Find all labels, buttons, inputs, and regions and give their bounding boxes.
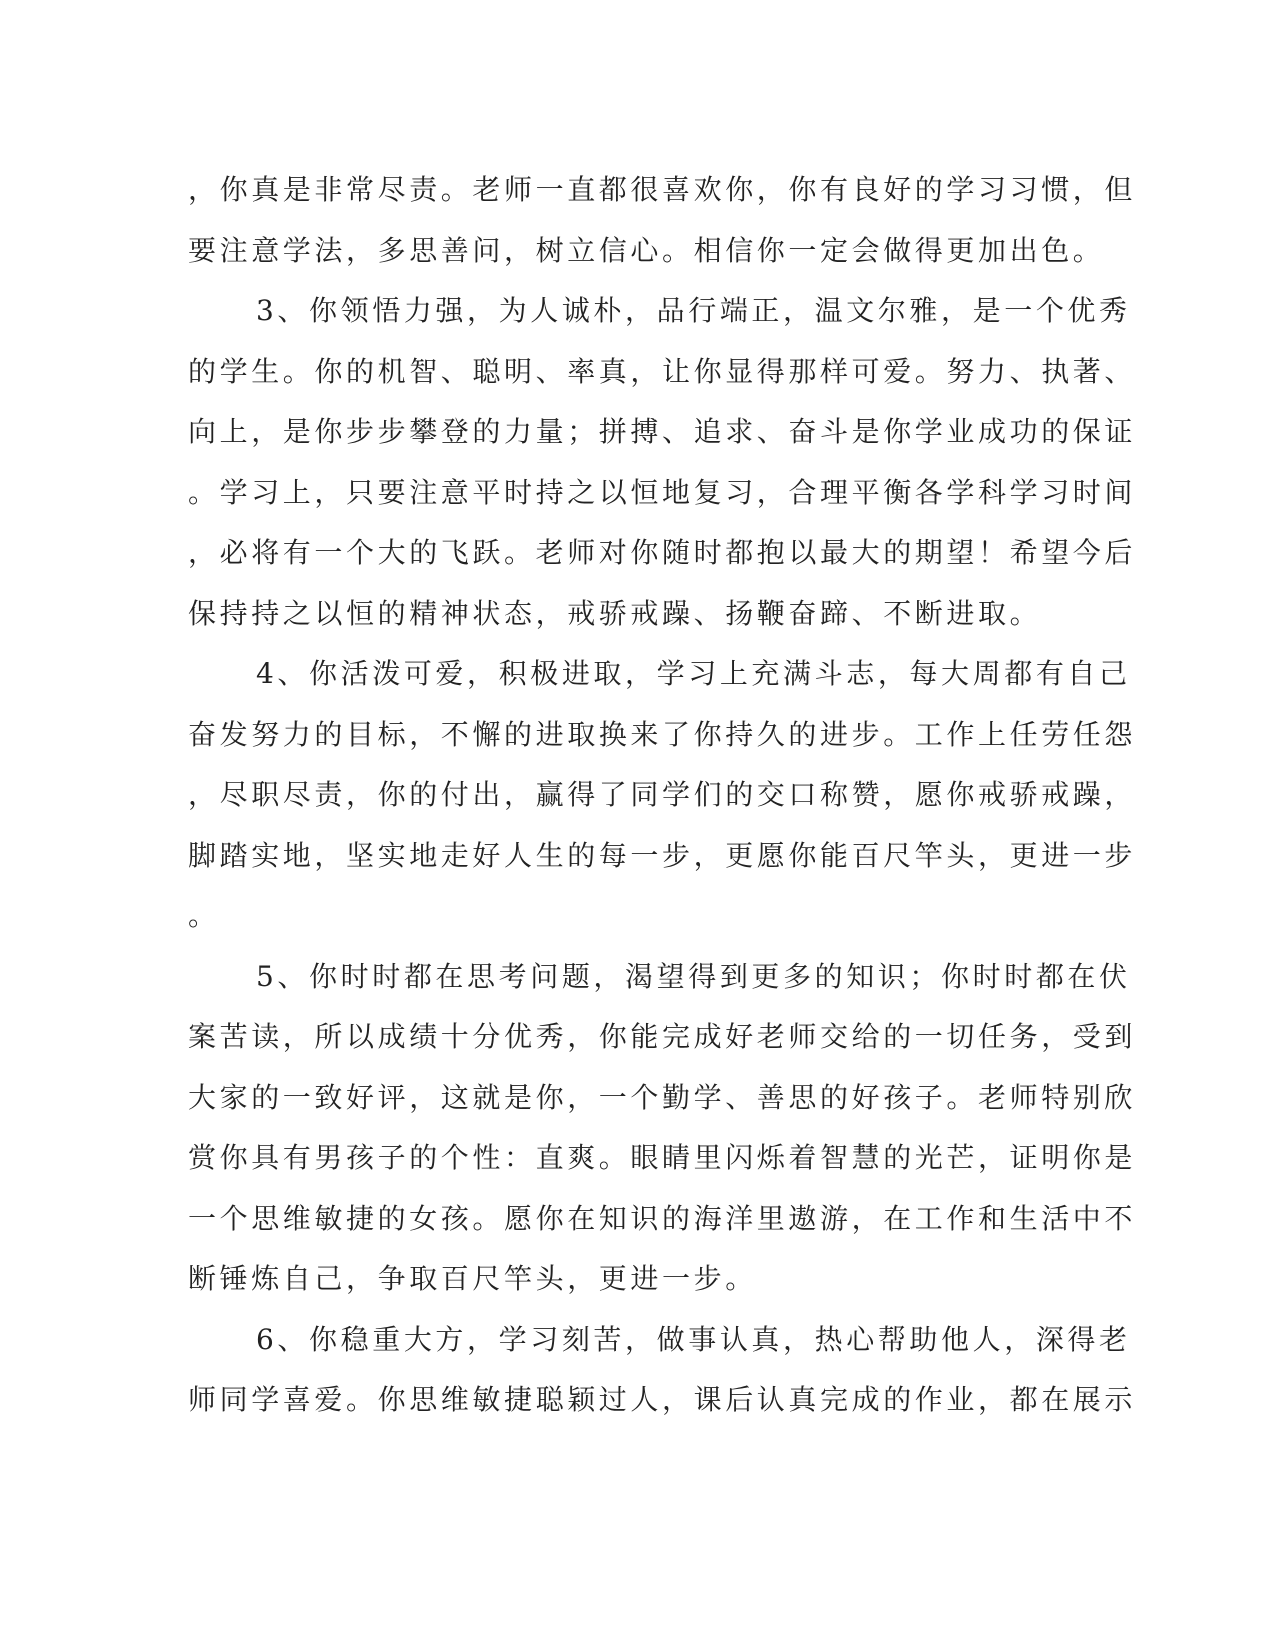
text-line: ，必将有一个大的飞跃。老师对你随时都抱以最大的期望！希望今后 [188,536,1137,569]
text-line: 6、你稳重大方，学习刻苦，做事认真，热心帮助他人，深得老 [256,1322,1131,1356]
text-line: 4、你活泼可爱，积极进取，学习上充满斗志，每大周都有自己 [256,657,1131,690]
text-line: 断锤炼自己，争取百尺竿头，更进一步。 [188,1262,757,1295]
paragraph-3 [188,281,1137,644]
text-line: 3、你领悟力强，为人诚朴，品行端正，温文尔雅，是一个优秀 [256,294,1131,327]
text-line: 要注意学法，多思善问，树立信心。相信你一定会做得更加出色。 [188,233,1105,267]
text-line: 脚踏实地，坚实地走好人生的每一步，更愿你能百尺竿头，更进一步 [188,838,1137,872]
text-line: 案苦读，所以成绩十分优秀，你能完成好老师交给的一切任务，受到 [188,1020,1137,1053]
text-line: 的学生。你的机智、聪明、率真，让你显得那样可爱。努力、执著、 [188,354,1137,388]
text-line: 赏你具有男孩子的个性：直爽。眼睛里闪烁着智慧的光芒，证明你是 [188,1141,1137,1174]
text-line: 5、你时时都在思考问题，渴望得到更多的知识；你时时都在伏 [256,959,1131,993]
text-line: 。 [188,899,220,932]
text-line: 保持持之以恒的精神状态，戒骄戒躁、扬鞭奋蹄、不断进取。 [188,596,1042,630]
text-line: 师同学喜爱。你思维敏捷聪颖过人，课后认真完成的作业，都在展示 [188,1383,1137,1416]
text-line: 向上，是你步步攀登的力量；拼搏、追求、奋斗是你学业成功的保证 [188,415,1137,448]
text-line: ，你真是非常尽责。老师一直都很喜欢你，你有良好的学习习惯，但 [188,173,1137,206]
paragraph-6 [188,1310,1137,1431]
text-line: 一个思维敏捷的女孩。愿你在知识的海洋里遨游，在工作和生活中不 [188,1201,1137,1235]
paragraph-2-continuation [188,160,1137,281]
paragraph-4 [188,644,1137,947]
text-line: 奋发努力的目标，不懈的进取换来了你持久的进步。工作上任劳任怨 [188,717,1137,751]
text-line: 大家的一致好评，这就是你，一个勤学、善思的好孩子。老师特别欣 [188,1080,1137,1114]
paragraph-5 [188,947,1137,1310]
text-line: ，尽职尽责，你的付出，赢得了同学们的交口称赞，愿你戒骄戒躁， [188,778,1137,811]
text-line: 。学习上，只要注意平时持之以恒地复习，合理平衡各学科学习时间 [188,475,1137,509]
document-body [188,160,1137,1431]
